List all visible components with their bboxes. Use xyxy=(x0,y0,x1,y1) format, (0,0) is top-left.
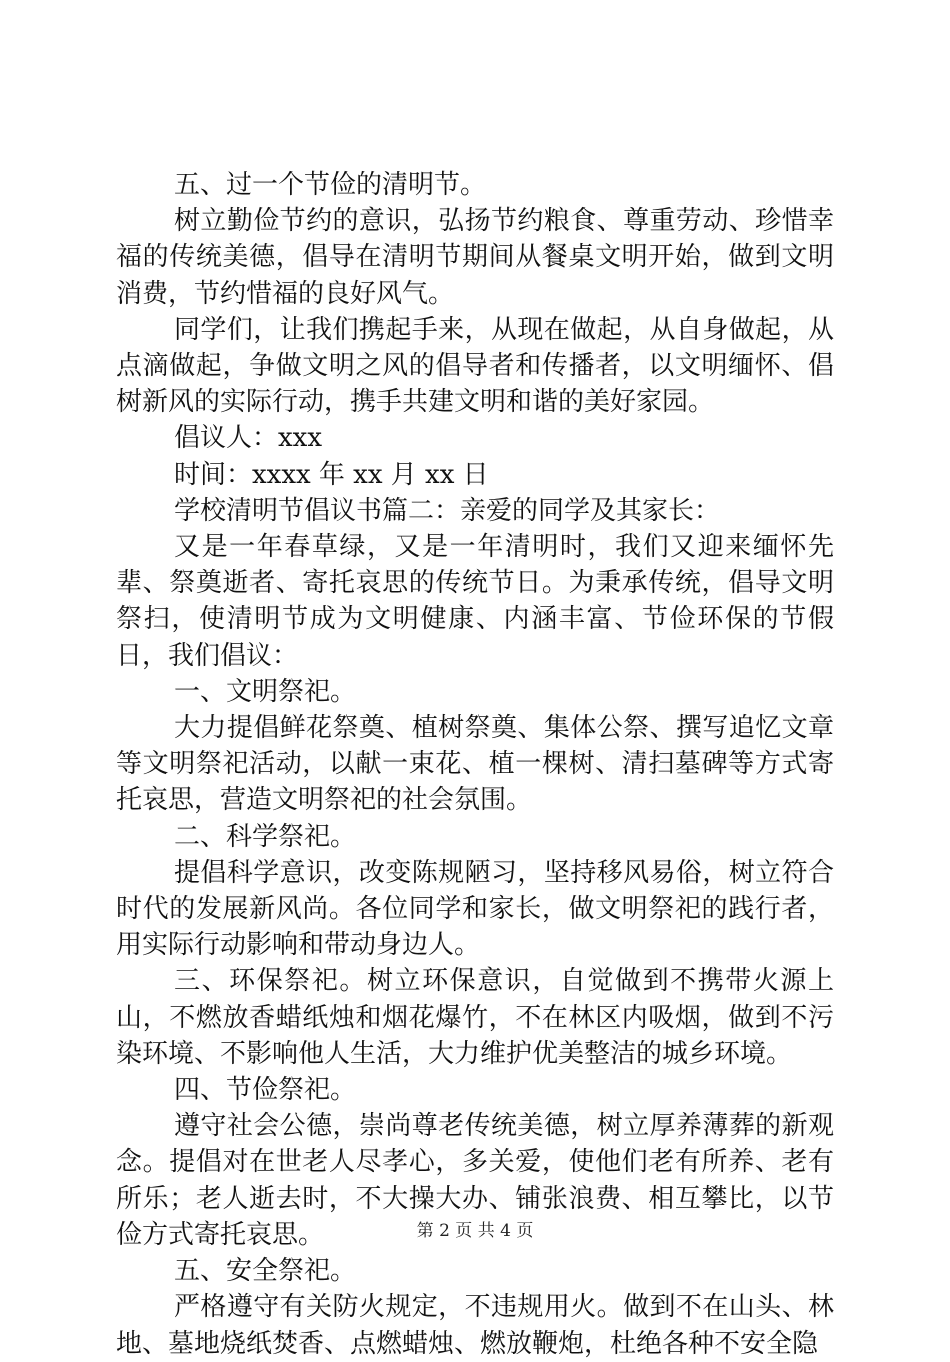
section-heading-scientific: 二、科学祭祀。 xyxy=(174,821,357,852)
section-heading-safety: 五、安全祭祀。 xyxy=(174,1256,357,1287)
section-heading-civilized: 一、文明祭祀。 xyxy=(174,676,357,707)
date-line: 时间：xxxx 年 xx 月 xx 日 xyxy=(174,459,489,490)
paragraph-intro: 又是一年春草绿，又是一年清明时，我们又迎来缅怀先辈、祭奠逝者、寄托哀思的传统节日。为秉承传统，倡导文明祭扫，使清明节成为文明健康、内涵丰富、节俭环保的节假日，我们倡议： xyxy=(116,532,834,671)
page-number-footer: 第 2 页 共 4 页 xyxy=(416,1221,534,1241)
paragraph-frugal: 遵守社会公德，崇尚尊老传统美德，树立厚养薄葬的新观念。提倡对在世老人尽孝心，多关爱，使他们老有所养、老有所乐；老人逝去时，不大操大办、铺张浪费、相互攀比，以节俭方式寄托哀思。 xyxy=(116,1111,834,1250)
paragraph-civilized: 大力提倡鲜花祭奠、植树祭奠、集体公祭、撰写追忆文章等文明祭祀活动，以献一束花、植一棵树、清扫墓碑等方式寄托哀思，营造文明祭祀的社会氛围。 xyxy=(116,713,834,816)
paragraph-call-to-action: 同学们，让我们携起手来，从现在做起，从自身做起，从点滴做起，争做文明之风的倡导者和传播者，以文明缅怀、倡树新风的实际行动，携手共建文明和谐的美好家园。 xyxy=(116,314,834,418)
section-heading-frugal: 四、节俭祭祀。 xyxy=(174,1075,357,1106)
proposer-line: 倡议人：xxx xyxy=(174,423,322,454)
paragraph-frugality: 树立勤俭节约的意识，弘扬节约粮食、尊重劳动、珍惜幸福的传统美德，倡导在清明节期间从餐桌文明开始，做到文明消费，节约惜福的良好风气。 xyxy=(116,206,834,309)
proposal-two-title: 学校清明节倡议书篇二：亲爱的同学及其家长： xyxy=(174,495,721,526)
paragraph-environmental: 三、环保祭祀。树立环保意识，自觉做到不携带火源上山，不燃放香蜡纸烛和烟花爆竹，不在林区内吸烟，做到不污染环境、不影响他人生活，大力维护优美整洁的城乡环境。 xyxy=(116,966,834,1069)
paragraph-safety: 严格遵守有关防火规定，不违规用火。做到不在山头、林地、墓地烧纸焚香、点燃蜡烛、燃放鞭炮，杜绝各种不安全隐 xyxy=(116,1292,834,1359)
paragraph-scientific: 提倡科学意识，改变陈规陋习，坚持移风易俗，树立符合时代的发展新风尚。各位同学和家长，做文明祭祀的践行者，用实际行动影响和带动身边人。 xyxy=(116,857,834,961)
document-body xyxy=(116,167,834,1362)
section-heading-frugal-qingming: 五、过一个节俭的清明节。 xyxy=(174,170,487,200)
